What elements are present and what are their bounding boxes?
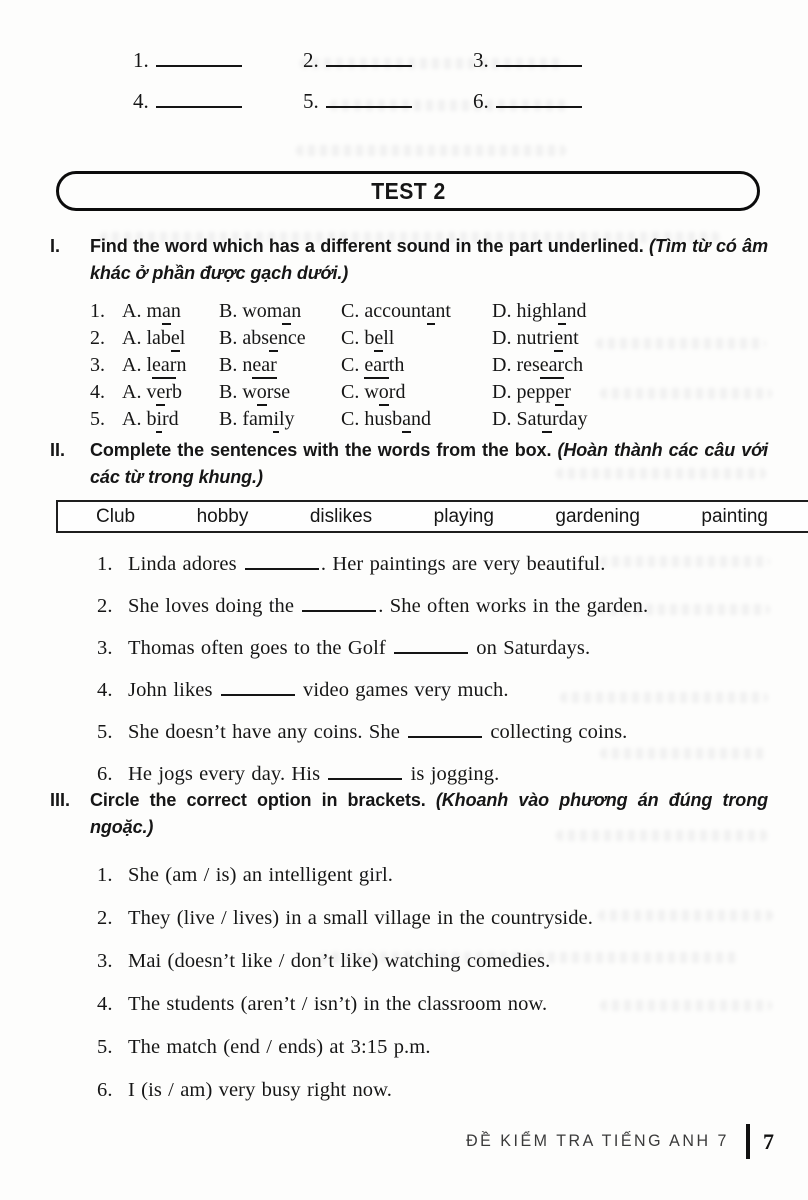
option-letter: A. xyxy=(122,300,142,322)
underlined-part: a xyxy=(282,300,291,325)
sentence-number: 3. xyxy=(97,950,113,972)
underlined-part: a xyxy=(558,300,567,325)
sentence-text: They (live / lives) in a small village in the countryside. xyxy=(128,907,593,929)
answer-option xyxy=(122,327,219,350)
option-letter: B. xyxy=(219,408,238,430)
section-1 xyxy=(50,233,768,435)
book-title: ĐỀ KIỂM TRA TIẾNG ANH 7 xyxy=(466,1132,729,1150)
question-number: 4. xyxy=(90,381,105,403)
blank-line xyxy=(156,91,242,108)
sentence-number: 6. xyxy=(97,1079,113,1101)
underlined-part: e xyxy=(374,327,383,352)
blank-number: 6. xyxy=(473,89,489,113)
option-letter: A. xyxy=(122,327,142,349)
sentence-row xyxy=(50,1078,768,1102)
option-row xyxy=(90,408,768,435)
underlined-part: e xyxy=(555,381,564,406)
sentence-number: 1. xyxy=(97,553,113,575)
section-2-instruction-vietnamese: (Hoàn thành các câu với các từ trong khung.) xyxy=(90,440,768,487)
sentence-row xyxy=(50,678,768,702)
option-word: earth xyxy=(364,354,404,379)
answer-blank-item xyxy=(303,89,473,114)
sentence-text: She (am / is) an intelligent girl. xyxy=(128,864,394,886)
answer-blank-item xyxy=(133,48,303,73)
sentence-row xyxy=(50,552,768,576)
word-box-word: hobby xyxy=(196,505,249,527)
blank-line xyxy=(496,91,582,108)
underlined-part: i xyxy=(156,408,162,433)
answer-blank-item xyxy=(133,89,303,114)
sentence-text: He jogs every day. His is jogging. xyxy=(128,763,500,785)
answer-option xyxy=(341,408,492,431)
option-word: husband xyxy=(364,408,431,433)
section-3-instruction: Circle the correct option in brackets. (Khoanh vào phương án đúng trong ngoặc.) xyxy=(90,790,768,837)
answer-option xyxy=(219,408,341,431)
page-footer xyxy=(462,1124,774,1159)
option-row xyxy=(90,300,768,327)
blank-number: 2. xyxy=(303,48,319,72)
page-number: 7 xyxy=(763,1128,774,1154)
sentence-text: John likes video games very much. xyxy=(128,679,509,701)
sentence-row xyxy=(50,906,768,930)
answer-option xyxy=(219,327,341,350)
section-1-instruction-vietnamese: (Tìm từ có âm khác ở phần được gạch dưới.) xyxy=(90,236,768,283)
underlined-part: o xyxy=(257,381,267,406)
fill-blank xyxy=(408,722,482,738)
answer-blank-item xyxy=(473,48,643,73)
blank-number: 1. xyxy=(133,48,149,72)
multiple-choice-grid xyxy=(90,300,768,435)
bleed-through-artifact xyxy=(296,145,566,156)
answer-blanks xyxy=(133,48,643,114)
blank-number: 4. xyxy=(133,89,149,113)
sentence-text: Mai (doesn’t like / don’t like) watching comedies. xyxy=(128,950,551,972)
option-letter: A. xyxy=(122,354,142,376)
underlined-part: e xyxy=(269,327,278,352)
section-3-instruction-vietnamese: (Khoanh vào phương án đúng trong ngoặc.) xyxy=(90,790,768,837)
section-2-numeral: II. xyxy=(50,440,66,460)
sentence-row xyxy=(50,762,768,786)
option-row xyxy=(90,381,768,408)
question-number: 3. xyxy=(90,354,105,376)
blank-line xyxy=(156,50,242,67)
sentence-number: 5. xyxy=(97,1036,113,1058)
blank-number: 5. xyxy=(303,89,319,113)
sentence-number: 6. xyxy=(97,763,113,785)
fill-blank xyxy=(245,554,319,570)
answer-option xyxy=(219,381,341,404)
underlined-part: a xyxy=(162,300,171,325)
sentence-number: 1. xyxy=(97,864,113,886)
fill-blank xyxy=(221,680,295,696)
option-word: man xyxy=(146,300,180,325)
answer-option xyxy=(492,354,768,377)
answer-option xyxy=(122,381,219,404)
sentence-number: 2. xyxy=(97,907,113,929)
underlined-part: ear xyxy=(252,354,276,379)
answer-option xyxy=(219,354,341,377)
fill-blank xyxy=(302,596,376,612)
answer-option xyxy=(219,300,341,323)
section-1-instruction: Find the word which has a different sound in the part underlined. (Tìm từ có âm khác ở phần được gạch dưới.) xyxy=(90,236,768,283)
answer-option xyxy=(122,300,219,323)
question-number: 5. xyxy=(90,408,105,430)
option-word: bird xyxy=(146,408,178,433)
fill-blank xyxy=(394,638,468,654)
section-3-numeral: III. xyxy=(50,790,71,810)
sentence-text: She loves doing the . She often works in the garden. xyxy=(128,595,649,617)
underlined-part: ear xyxy=(364,354,388,379)
sentence-row xyxy=(50,992,768,1016)
fill-blank xyxy=(328,764,402,780)
answer-blank-item xyxy=(473,89,643,114)
option-word: bell xyxy=(364,327,394,352)
option-word: accountant xyxy=(364,300,451,325)
option-word: verb xyxy=(146,381,182,406)
blank-number: 3. xyxy=(473,48,489,72)
footer-divider xyxy=(746,1124,750,1159)
underlined-part: ear xyxy=(152,354,176,379)
answer-option xyxy=(341,354,492,377)
section-3 xyxy=(50,787,768,1121)
answer-option xyxy=(341,300,492,323)
sentence-text: She doesn’t have any coins. She collecting coins. xyxy=(128,721,628,743)
word-box-word: painting xyxy=(701,505,768,527)
sentence-row xyxy=(50,1035,768,1059)
answer-option xyxy=(492,381,768,404)
option-word: research xyxy=(516,354,583,379)
option-word: woman xyxy=(242,300,301,325)
option-word: nutrient xyxy=(516,327,578,352)
answer-option xyxy=(341,327,492,350)
test-title: TEST 2 xyxy=(370,177,446,204)
option-word: Saturday xyxy=(516,408,587,433)
answer-option xyxy=(341,381,492,404)
option-word: family xyxy=(242,408,294,433)
section-3-heading xyxy=(50,787,768,841)
sentence-text: The students (aren’t / isn’t) in the classroom now. xyxy=(128,993,548,1015)
fill-in-sentences xyxy=(50,552,768,786)
section-1-numeral: I. xyxy=(50,236,61,256)
word-box-word: dislikes xyxy=(309,505,373,527)
option-row xyxy=(90,354,768,381)
word-box-word: playing xyxy=(433,505,494,527)
option-letter: D. xyxy=(492,300,512,322)
option-letter: A. xyxy=(122,381,142,403)
test-title-banner xyxy=(56,171,760,211)
section-2-heading xyxy=(50,437,768,491)
option-letter: C. xyxy=(341,300,360,322)
sentence-number: 2. xyxy=(97,595,113,617)
option-letter: D. xyxy=(492,381,512,403)
option-word: absence xyxy=(242,327,305,352)
answer-option xyxy=(492,327,768,350)
option-word: label xyxy=(146,327,185,352)
sentence-number: 3. xyxy=(97,637,113,659)
underlined-part: e xyxy=(554,327,563,352)
blank-line xyxy=(326,91,412,108)
sentence-row xyxy=(50,949,768,973)
underlined-part: a xyxy=(427,300,436,325)
underlined-part: u xyxy=(542,408,552,433)
section-2-instruction: Complete the sentences with the words from the box. (Hoàn thành các câu với các từ trong khung.) xyxy=(90,440,768,487)
answer-option xyxy=(122,408,219,431)
underlined-part: ear xyxy=(540,354,564,379)
sentence-row xyxy=(50,863,768,887)
option-letter: C. xyxy=(341,408,360,430)
underlined-part: e xyxy=(156,381,165,406)
option-letter: C. xyxy=(341,381,360,403)
sentence-text: The match (end / ends) at 3:15 p.m. xyxy=(128,1036,431,1058)
option-letter: D. xyxy=(492,327,512,349)
sentence-number: 4. xyxy=(97,679,113,701)
word-box xyxy=(56,500,808,533)
option-letter: C. xyxy=(341,327,360,349)
option-letter: A. xyxy=(122,408,142,430)
sentence-number: 4. xyxy=(97,993,113,1015)
option-letter: B. xyxy=(219,327,238,349)
blank-line xyxy=(496,50,582,67)
underlined-part: i xyxy=(273,408,279,433)
option-word: worse xyxy=(242,381,290,406)
underlined-part: a xyxy=(402,408,411,433)
option-word: near xyxy=(242,354,276,379)
option-word: learn xyxy=(146,354,186,379)
sentence-row xyxy=(50,594,768,618)
circle-option-sentences xyxy=(50,863,768,1102)
underlined-part: o xyxy=(379,381,389,406)
word-box-word: Club xyxy=(96,505,136,527)
option-letter: B. xyxy=(219,354,238,376)
blank-line xyxy=(326,50,412,67)
option-letter: C. xyxy=(341,354,360,376)
sentence-number: 5. xyxy=(97,721,113,743)
sentence-text: Thomas often goes to the Golf on Saturdays. xyxy=(128,637,591,659)
option-letter: D. xyxy=(492,354,512,376)
option-word: highland xyxy=(516,300,586,325)
sentence-text: I (is / am) very busy right now. xyxy=(128,1079,392,1101)
answer-option xyxy=(492,408,768,431)
option-letter: B. xyxy=(219,381,238,403)
option-letter: B. xyxy=(219,300,238,322)
section-1-heading xyxy=(50,233,768,287)
word-box-word: gardening xyxy=(555,505,640,527)
question-number: 1. xyxy=(90,300,105,322)
sentence-text: Linda adores . Her paintings are very beautiful. xyxy=(128,553,606,575)
sentence-row xyxy=(50,720,768,744)
answer-option xyxy=(492,300,768,323)
option-word: pepper xyxy=(516,381,570,406)
option-letter: D. xyxy=(492,408,512,430)
option-row xyxy=(90,327,768,354)
option-word: word xyxy=(364,381,405,406)
section-2 xyxy=(50,437,768,804)
underlined-part: e xyxy=(171,327,180,352)
answer-blank-item xyxy=(303,48,473,73)
answer-option xyxy=(122,354,219,377)
question-number: 2. xyxy=(90,327,105,349)
sentence-row xyxy=(50,636,768,660)
